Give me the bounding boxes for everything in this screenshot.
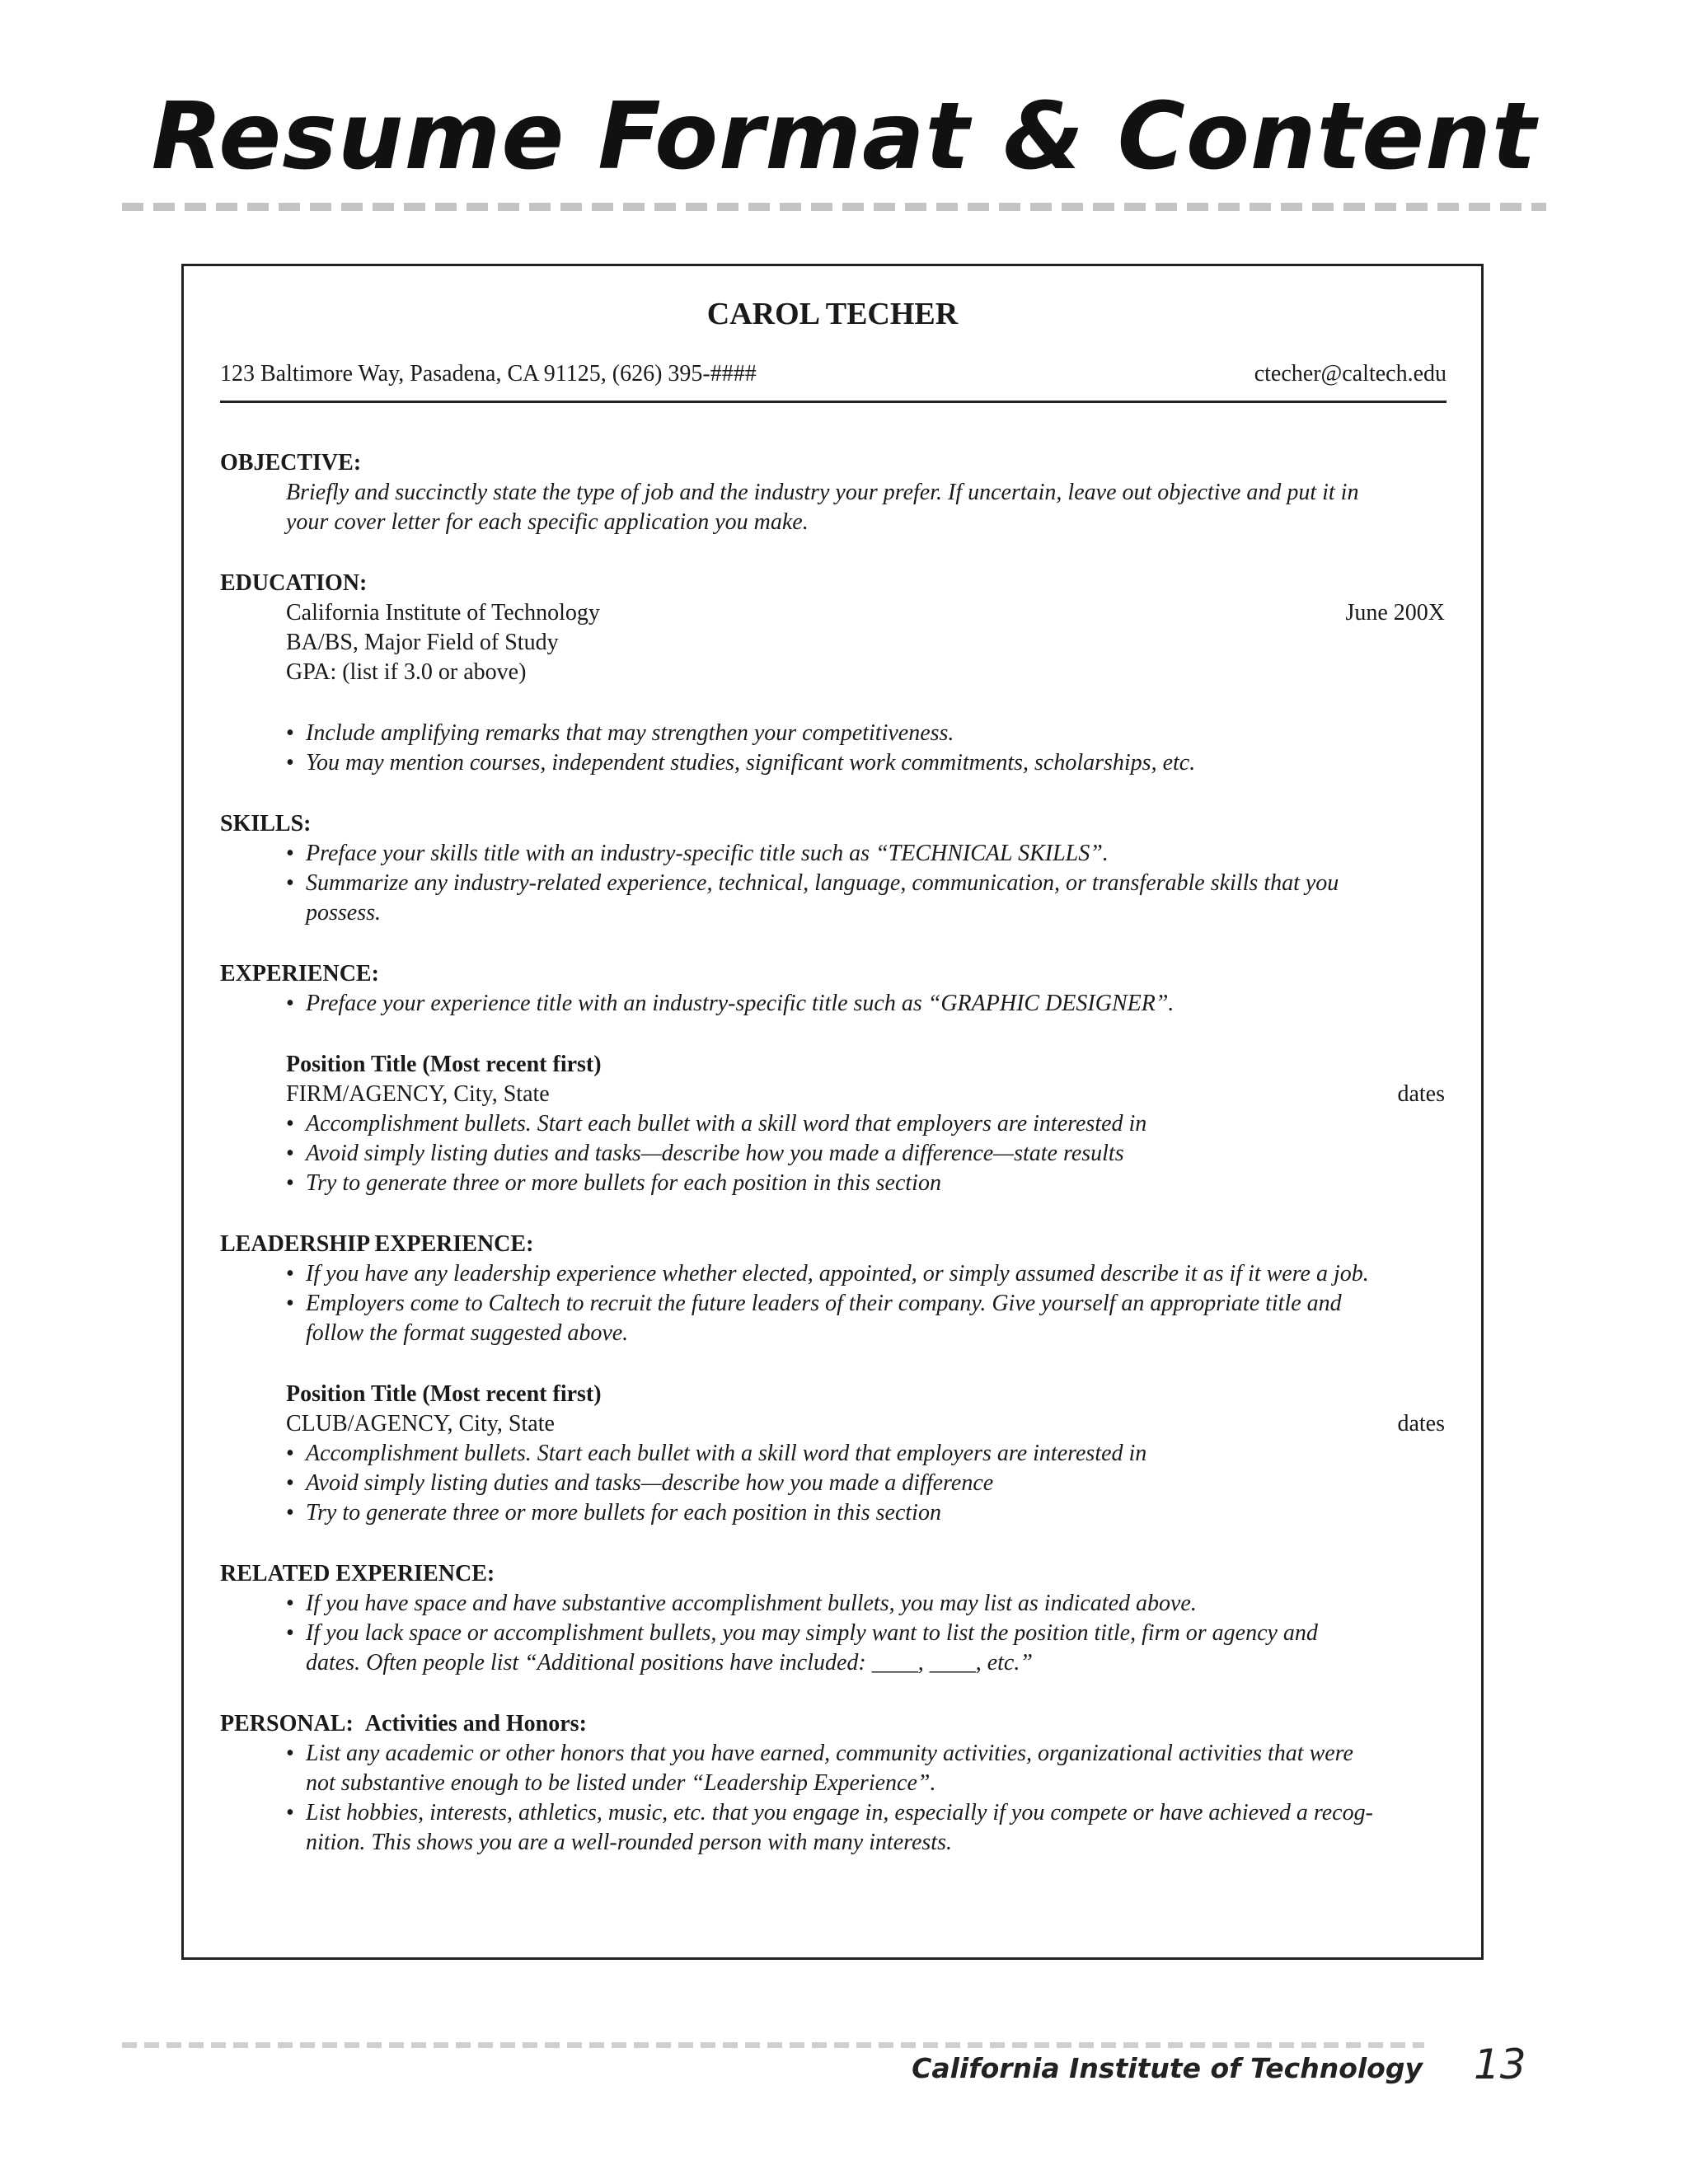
list-item: • Preface your skills title with an industry-specific title such as “TECHNICAL SKILLS”. <box>286 841 1109 866</box>
list-item: • Avoid simply listing duties and tasks—describe how you made a difference <box>286 1470 994 1496</box>
contact-divider <box>220 401 1447 403</box>
page-number: 13 <box>1474 2041 1526 2088</box>
list-item: • If you lack space or accomplishment bullets, you may simply want to list the position title, firm or agency and <box>286 1620 1318 1646</box>
education-date: June 200X <box>1345 600 1445 626</box>
section-heading-personal <box>220 1709 587 1739</box>
list-item-continuation: dates. Often people list “Additional positions have included: ____, ____, etc.” <box>306 1650 1033 1675</box>
list-item: • If you have any leadership experience whether elected, appointed, or simply assumed describe it as if it were a job. <box>286 1261 1369 1286</box>
personal-subheading: Activities and Honors: <box>364 1711 587 1736</box>
dashed-divider-top <box>122 203 1546 211</box>
list-item: • Include amplifying remarks that may strengthen your competitiveness. <box>286 720 954 746</box>
education-school: California Institute of Technology <box>286 600 600 626</box>
firm-location: CLUB/AGENCY, City, State <box>286 1411 555 1436</box>
list-item-continuation: follow the format suggested above. <box>306 1320 629 1346</box>
section-heading-experience: EXPERIENCE: <box>220 961 379 987</box>
resume-name: CAROL TECHER <box>706 297 959 331</box>
personal-heading: PERSONAL: <box>220 1711 354 1736</box>
page-title: Resume Format & Content <box>151 83 1537 190</box>
firm-location: FIRM/AGENCY, City, State <box>286 1081 550 1107</box>
contact-address: 123 Baltimore Way, Pasadena, CA 91125, (626) 395-#### <box>220 361 757 387</box>
education-gpa: GPA: (list if 3.0 or above) <box>286 659 527 685</box>
list-item: • Try to generate three or more bullets for each position in this section <box>286 1170 941 1196</box>
position-title: Position Title (Most recent first) <box>286 1381 602 1407</box>
list-item: • List hobbies, interests, athletics, music, etc. that you engage in, especially if you compete or have achieved a recog- <box>286 1800 1373 1825</box>
list-item: • If you have space and have substantive accomplishment bullets, you may list as indicated above. <box>286 1591 1197 1616</box>
footer-institution: California Institute of Technology <box>912 2052 1423 2084</box>
section-heading-skills: SKILLS: <box>220 811 312 837</box>
list-item: • Avoid simply listing duties and tasks—describe how you made a difference—state results <box>286 1141 1124 1166</box>
list-item: • List any academic or other honors that you have earned, community activities, organizational activities that were <box>286 1741 1353 1766</box>
section-heading-related: RELATED EXPERIENCE: <box>220 1561 495 1586</box>
list-item: • Accomplishment bullets. Start each bullet with a skill word that employers are interested in <box>286 1111 1147 1137</box>
list-item: • Preface your experience title with an industry-specific title such as “GRAPHIC DESIGNER”. <box>286 991 1175 1016</box>
education-degree: BA/BS, Major Field of Study <box>286 630 559 655</box>
list-item-continuation: nition. This shows you are a well-rounded person with many interests. <box>306 1830 952 1855</box>
list-item: • Try to generate three or more bullets for each position in this section <box>286 1500 941 1526</box>
resume-sample-frame <box>181 264 1484 1960</box>
list-item-continuation: possess. <box>306 900 382 926</box>
contact-email: ctecher@caltech.edu <box>1254 361 1447 387</box>
section-heading-education: EDUCATION: <box>220 570 368 596</box>
dashed-divider-bottom <box>122 2042 1424 2048</box>
objective-text-line: Briefly and succinctly state the type of job and the industry your prefer. If uncertain, leave out objective and put it in <box>286 480 1359 505</box>
objective-text-line: your cover letter for each specific application you make. <box>286 509 809 535</box>
section-heading-leadership: LEADERSHIP EXPERIENCE: <box>220 1231 534 1257</box>
list-item-continuation: not substantive enough to be listed under “Leadership Experience”. <box>306 1770 936 1796</box>
list-item: • You may mention courses, independent studies, significant work commitments, scholarships, etc. <box>286 750 1196 776</box>
section-heading-objective: OBJECTIVE: <box>220 450 362 476</box>
list-item: • Employers come to Caltech to recruit the future leaders of their company. Give yourself an appropriate title and <box>286 1291 1342 1316</box>
list-item: • Accomplishment bullets. Start each bullet with a skill word that employers are interested in <box>286 1441 1147 1466</box>
position-dates: dates <box>1397 1411 1445 1436</box>
list-item: • Summarize any industry-related experience, technical, language, communication, or transferable skills that you <box>286 870 1339 896</box>
position-title: Position Title (Most recent first) <box>286 1052 602 1077</box>
position-dates: dates <box>1397 1081 1445 1107</box>
